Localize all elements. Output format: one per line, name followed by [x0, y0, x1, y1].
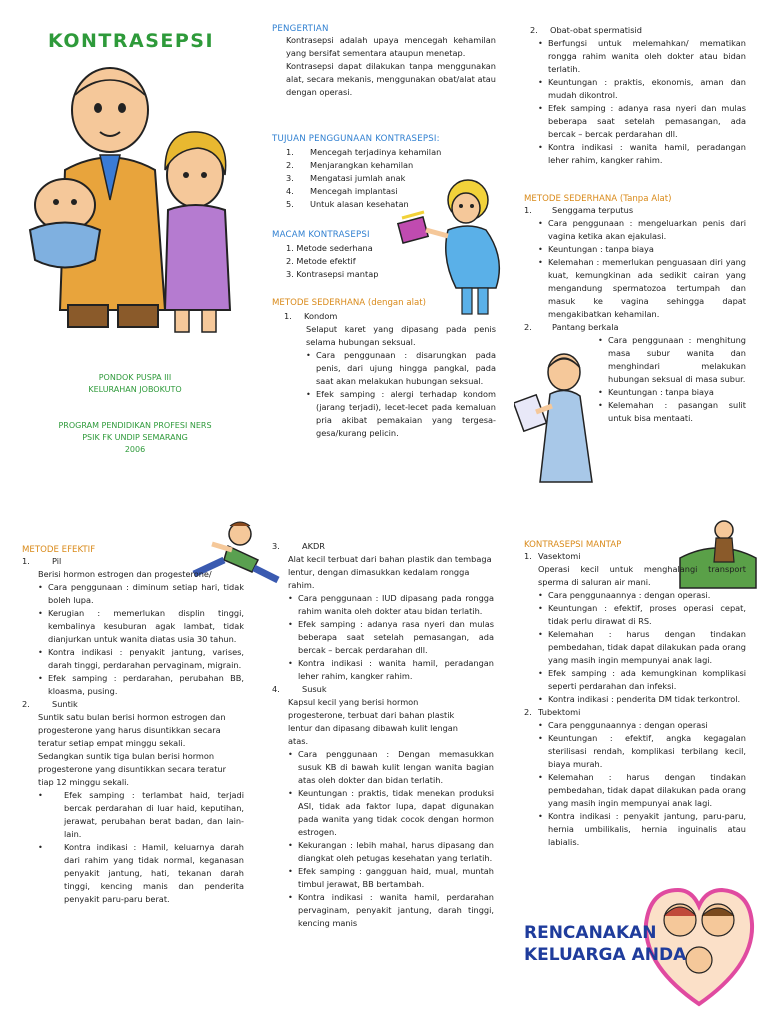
org-line2: KELURAHAN JOBOKUTO — [88, 385, 182, 394]
pil-bullet: • Efek samping : perdarahan, perubahan BB, kloasma, pusing. — [38, 672, 244, 698]
kondom-title: Kondom — [304, 311, 338, 321]
tujuan-item: 5. Untuk alasan kesehatan — [286, 199, 409, 209]
susuk-title: Susuk — [302, 684, 327, 694]
tujuan-heading: TUJUAN PENGGUNAAN KONTRASEPSI: — [272, 134, 440, 144]
org-line3: PROGRAM PENDIDIKAN PROFESI NERS — [58, 421, 212, 430]
pantang-bullet: • Keuntungan : tanpa biaya — [598, 386, 746, 399]
tujuan-item: 4. Mencegah implantasi — [286, 186, 398, 196]
suntik-title: Suntik — [52, 699, 78, 709]
vasektomi-bullet: • Kontra indikasi : penderita DM tidak terkontrol. — [538, 693, 746, 706]
vasektomi-desc: Operasi kecil untuk menghalangi transport sperma di saluran air mani. — [538, 564, 746, 587]
susuk-bullet: • Kekurangan : lebih mahal, harus dipasang dan diangkat oleh petugas kesehatan yang terlatih. — [288, 839, 494, 865]
pantang-title: Pantang berkala — [552, 322, 619, 332]
vasektomi-title: Vasektomi — [538, 551, 581, 561]
obat-bullet: • Kontra indikasi : wanita hamil, peradangan leher rahim, kangker rahim. — [538, 141, 746, 167]
vasektomi-bullet: • Cara penggunaannya : dengan operasi. — [538, 589, 746, 602]
susuk-bullet: • Efek samping : gangguan haid, mual, muntah timbul jerawat, BB bertambah. — [288, 865, 494, 891]
org-block — [40, 372, 230, 456]
pantang-bullet: • Kelemahan : pasangan sulit untuk bisa mentaati. — [598, 399, 746, 425]
suntik-bullet: • Kontra indikasi : Hamil, keluarnya darah dari rahim yang tidak normal, keganasan penyakit jantung, hati, tekanan darah tinggi, kencing manis dan penderita penyakit paru-paru berat. — [38, 841, 244, 906]
tujuan-item: 2. Menjarangkan kehamilan — [286, 160, 414, 170]
pil-desc: Berisi hormon estrogen dan progesterone/ — [38, 569, 212, 579]
woman-reading-illustration — [514, 350, 604, 490]
tubektomi-bullet: • Keuntungan : efektif, angka kegagalan sterilisasi rendah, komplikasi terbilang kecil, biaya murah. — [538, 732, 746, 771]
macam-item: 1. Metode sederhana — [286, 243, 373, 253]
pil-bullet: • Kontra indikasi : penyakit jantung, varises, darah tinggi, perdarahan pervaginam, migrain. — [38, 646, 244, 672]
org-line5: 2006 — [124, 445, 146, 454]
suntik-bullet: • Efek samping : terlambat haid, terjadi bercak perdarahan di luar haid, keputihan, jerawat, perubahan berat badan, dan lain-lain. — [38, 789, 244, 841]
suntik-desc-a: Suntik satu bulan berisi hormon estrogen dan progesterone yang harus disuntikkan secara teratur setiap empat minggu sekali. — [38, 712, 226, 748]
susuk-desc: Kapsul kecil yang berisi hormon progesterone, terbuat dari bahan plastik lentur dan dipasang dibawah kulit lengan atas. — [288, 697, 458, 746]
akdr-section: 3. AKDR Alat kecil terbuat dari bahan plastik dan tembaga lentur, dengan dimasukkan kedalam rongga rahim. • Cara penggunaan : IUD dipasang pada rongga rahim wanita oleh dokter atau bidan terlatih. • Efek samping : adanya rasa nyeri dan mulas beberapa saat setelah pemasangan, ada bercak – bercak perdarahan dll. • Kontra indikasi : wanita hamil, peradangan leher rahim, kangker rahim. 4. Susuk Kapsul kecil yang berisi hormon progesterone, terbuat dari bahan plastik lentur dan dipasang dibawah kulit lengan atas. • Cara penggunaan : Dengan memasukkan susuk KB di bawah kulit lengan wanita bagian atas oleh dokter dan bidan terlatih. • Keuntungan : praktis, tidak menekan produksi ASI, tidak ada faktor lupa, dapat digunakan pada wanita yang tidak cocok dengan hormon estrogen. • Kekurangan : lebih mahal, harus dipasang dan diangkat oleh petugas kesehatan yang terlatih. • Efek samping : gangguan haid, mual, muntah timbul jerawat, BB bertambah. • Kontra indikasi : wanita hamil, perdarahan pervaginam, penyakit jantung, darah tinggi, kencing manis — [272, 540, 494, 930]
kondom-bullet: • Cara penggunaan : disarungkan pada penis, dari ujung hingga pangkal, pada saat akan melakukan hubungan seksual. — [306, 349, 496, 388]
org-line1: PONDOK PUSPA III — [98, 373, 172, 382]
slogan — [524, 922, 686, 966]
pil-bullet: • Cara penggunaan : diminum setiap hari, tidak boleh lupa. — [38, 581, 244, 607]
obat-title: Obat-obat spermatisid — [550, 25, 642, 35]
pengertian-p2: Kontrasepsi dapat dilakukan tanpa menggunakan alat, secara mekanis, menggunakan obat/alat atau dengan operasi. — [286, 61, 496, 97]
pil-title: Pil — [52, 556, 62, 566]
efektif-section: METODE EFEKTIF 1. Pil Berisi hormon estrogen dan progesterone/ • Cara penggunaan : diminum setiap hari, tidak boleh lupa. • Kerugian : memerlukan displin tinggi, kembalinya kesuburan agak lambat, tidak dianjurkan untuk wanita diatas usia 30 tahun. • Kontra indikasi : penyakit jantung, varises, darah tinggi, perdarahan pervaginam, migrain. • Efek samping : perdarahan, perubahan BB, kloasma, pusing. 2. Suntik Suntik satu bulan berisi hormon estrogen dan progesterone yang harus disuntikkan secara teratur setiap empat minggu sekali. Sedangkan suntik tiga bulan berisi hormon progesterone yang disuntikkan secara teratur tiap 12 minggu sekali. • Efek samping : terlambat haid, terjadi bercak perdarahan di luar haid, keputihan, jerawat, perubahan berat badan, dan lain-lain. • Kontra indikasi : Hamil, keluarnya darah dari rahim yang tidak normal, keganasan penyakit jantung, hati, tekanan darah tinggi, kencing manis dan penderita penyakit paru-paru berat. — [22, 545, 244, 906]
pengertian-p1: Kontrasepsi adalah upaya mencegah kehamilan yang bersifat sementara ataupun menetap. — [286, 35, 496, 58]
obat-bullet: • Keuntungan : praktis, ekonomis, aman dan mudah dikontrol. — [538, 76, 746, 102]
akdr-desc: Alat kecil terbuat dari bahan plastik dan tembaga lentur, dengan dimasukkan kedalam rongga rahim. — [288, 554, 492, 590]
mantap-section: KONTRASEPSI MANTAP 1. Vasektomi Operasi kecil untuk menghalangi transport sperma di saluran air mani. • Cara penggunaannya : dengan operasi. • Keuntungan : efektif, proses operasi cepat, tidak perlu dirawat di RS. • Kelemahan : harus dengan tindakan pembedahan, tidak dapat dilakukan pada orang yang masih ingin mempunyai anak lagi. • Efek samping : ada kemungkinan komplikasi seperti perdarahan dan infeksi. • Kontra indikasi : penderita DM tidak terkontrol. 2. Tubektomi • Cara penggunaannya : dengan operasi • Keuntungan : efektif, angka kegagalan sterilisasi rendah, komplikasi terbilang kecil, biaya murah. • Kelemahan : harus dengan tindakan pembedahan, tidak dapat dilakukan pada orang yang masih ingin mempunyai anak lagi. • Kontra indikasi : penyakit jantung, paru-paru, hernia umbilikalis, hernia inguinalis atau labialis. — [524, 540, 746, 849]
macam-item: 2. Metode efektif — [286, 256, 356, 266]
akdr-title: AKDR — [302, 541, 325, 551]
kondom-desc: Selaput karet yang dipasang pada penis selama hubungan seksual. — [306, 324, 496, 347]
macam-section — [272, 230, 412, 281]
senggama-bullet: • Keuntungan : tanpa biaya — [538, 243, 746, 256]
mantap-heading: KONTRASEPSI MANTAP — [524, 540, 622, 550]
pil-bullet: • Kerugian : memerlukan displin tinggi, kembalinya kesuburan agak lambat, tidak dianjurkan untuk wanita diatas usia 30 tahun. — [38, 607, 244, 646]
tubektomi-bullet: • Kontra indikasi : penyakit jantung, paru-paru, hernia umbilikalis, hernia inguinalis atau labialis. — [538, 810, 746, 849]
macam-heading: MACAM KONTRASEPSI — [272, 230, 370, 240]
susuk-bullet: • Keuntungan : praktis, tidak menekan produksi ASI, tidak ada faktor lupa, dapat digunakan pada wanita yang tidak cocok dengan hormon estrogen. — [288, 787, 494, 839]
susuk-bullet: • Kontra indikasi : wanita hamil, perdarahan pervaginam, penyakit jantung, darah tinggi, kencing manis — [288, 891, 494, 930]
vasektomi-bullet: • Efek samping : ada kemungkinan komplikasi seperti perdarahan dan infeksi. — [538, 667, 746, 693]
tanpa-section: METODE SEDERHANA (Tanpa Alat) 1. Senggama terputus • Cara penggunaan : mengeluarkan penis dari vagina ketika akan ejakulasi. • Keuntungan : tanpa biaya • Kelemahan : memerlukan penguasaan diri yang kuat, kemungkinan ada sedikit cairan yang mengandung spermatozoa tertumpah dan masuk ke vagina sehingga dapat mengakibatkan kehamilan. 2. Pantang berkala • Cara penggunaan : menghitung masa subur wanita dan menghindari melakukan hubungan seksual di masa subur. • Keuntungan : tanpa biaya • Kelemahan : pasangan sulit untuk bisa mentaati. — [524, 194, 746, 425]
akdr-bullet: • Kontra indikasi : wanita hamil, peradangan leher rahim, kangker rahim. — [288, 657, 494, 683]
alat-heading: METODE SEDERHANA (dengan alat) — [272, 298, 427, 308]
org-line4: PSIK FK UNDIP SEMARANG — [82, 433, 188, 442]
pengertian-heading: PENGERTIAN — [272, 24, 329, 34]
obat-section: 2. Obat-obat spermatisid • Berfungsi untuk melemahkan/ mematikan rongga rahim wanita oleh dokter atau bidan terlatih. • Keuntungan : praktis, ekonomis, aman dan mudah dikontrol. • Efek samping : adanya rasa nyeri dan mulas beberapa saat setelah pemasangan, ada bercak – bercak perdarahan dll. • Kontra indikasi : wanita hamil, peradangan leher rahim, kangker rahim. — [524, 24, 746, 167]
tanpa-heading: METODE SEDERHANA (Tanpa Alat) — [524, 194, 672, 204]
tubektomi-bullet: • Cara penggunaannya : dengan operasi — [538, 719, 746, 732]
pengertian-section — [272, 24, 496, 99]
akdr-bullet: • Cara penggunaan : IUD dipasang pada rongga rahim wanita oleh dokter atau bidan terlatih. — [288, 592, 494, 618]
suntik-desc-b: Sedangkan suntik tiga bulan berisi hormon progesterone yang disuntikkan secara teratur tiap 12 minggu sekali. — [38, 751, 226, 787]
tubektomi-title: Tubektomi — [538, 707, 581, 717]
vasektomi-bullet: • Kelemahan : harus dengan tindakan pembedahan, tidak dapat dilakukan pada orang yang masih ingin mempunyai anak lagi. — [538, 628, 746, 667]
pantang-bullet: • Cara penggunaan : menghitung masa subur wanita dan menghindari melakukan hubungan seksual di masa subur. — [598, 334, 746, 386]
obat-bullet: • Efek samping : adanya rasa nyeri dan mulas beberapa saat setelah pemasangan, ada bercak – bercak perdarahan dll. — [538, 102, 746, 141]
tujuan-item: 1. Mencegah terjadinya kehamilan — [286, 147, 442, 157]
tujuan-item: 3. Mengatasi jumlah anak — [286, 173, 406, 183]
efektif-heading: METODE EFEKTIF — [22, 545, 96, 555]
senggama-bullet: • Kelemahan : memerlukan penguasaan diri yang kuat, kemungkinan ada sedikit cairan yang mengandung spermatozoa tertumpah dan masuk ke vagina sehingga dapat mengakibatkan kehamilan. — [538, 256, 746, 321]
susuk-bullet: • Cara penggunaan : Dengan memasukkan susuk KB di bawah kulit lengan wanita bagian atas oleh dokter dan bidan terlatih. — [288, 748, 494, 787]
slogan-line1: RENCANAKAN — [524, 923, 657, 943]
brochure-title: KONTRASEPSI — [48, 30, 215, 52]
slogan-line2: KELUARGA ANDA — [524, 945, 687, 965]
senggama-bullet: • Cara penggunaan : mengeluarkan penis dari vagina ketika akan ejakulasi. — [538, 217, 746, 243]
woman-gift-illustration — [396, 178, 506, 318]
akdr-bullet: • Efek samping : adanya rasa nyeri dan mulas beberapa saat setelah pemasangan, ada bercak – bercak perdarahan dll. — [288, 618, 494, 657]
family-illustration — [20, 60, 250, 350]
obat-bullet: • Berfungsi untuk melemahkan/ mematikan rongga rahim wanita oleh dokter atau bidan terlatih. — [538, 37, 746, 76]
alat-section: METODE SEDERHANA (dengan alat) 1. Kondom Selaput karet yang dipasang pada penis selama hubungan seksual. • Cara penggunaan : disarungkan pada penis, dari ujung hingga pangkal, pada saat akan melakukan hubungan seksual. • Efek samping : alergi terhadap kondom (jarang terjadi), lecet-lecet pada kemaluan pria akibat pemakaian yang tergesa-gesa/kurang pelicin. — [272, 298, 496, 440]
kondom-bullet: • Efek samping : alergi terhadap kondom (jarang terjadi), lecet-lecet pada kemaluan pria akibat pemakaian yang tergesa-gesa/kurang pelicin. — [306, 388, 496, 440]
vasektomi-bullet: • Keuntungan : efektif, proses operasi cepat, tidak perlu dirawat di RS. — [538, 602, 746, 628]
tubektomi-bullet: • Kelemahan : harus dengan tindakan pembedahan, tidak dapat dilakukan pada orang yang masih ingin mempunyai anak lagi. — [538, 771, 746, 810]
macam-item: 3. Kontrasepsi mantap — [286, 269, 379, 279]
senggama-title: Senggama terputus — [552, 205, 634, 215]
